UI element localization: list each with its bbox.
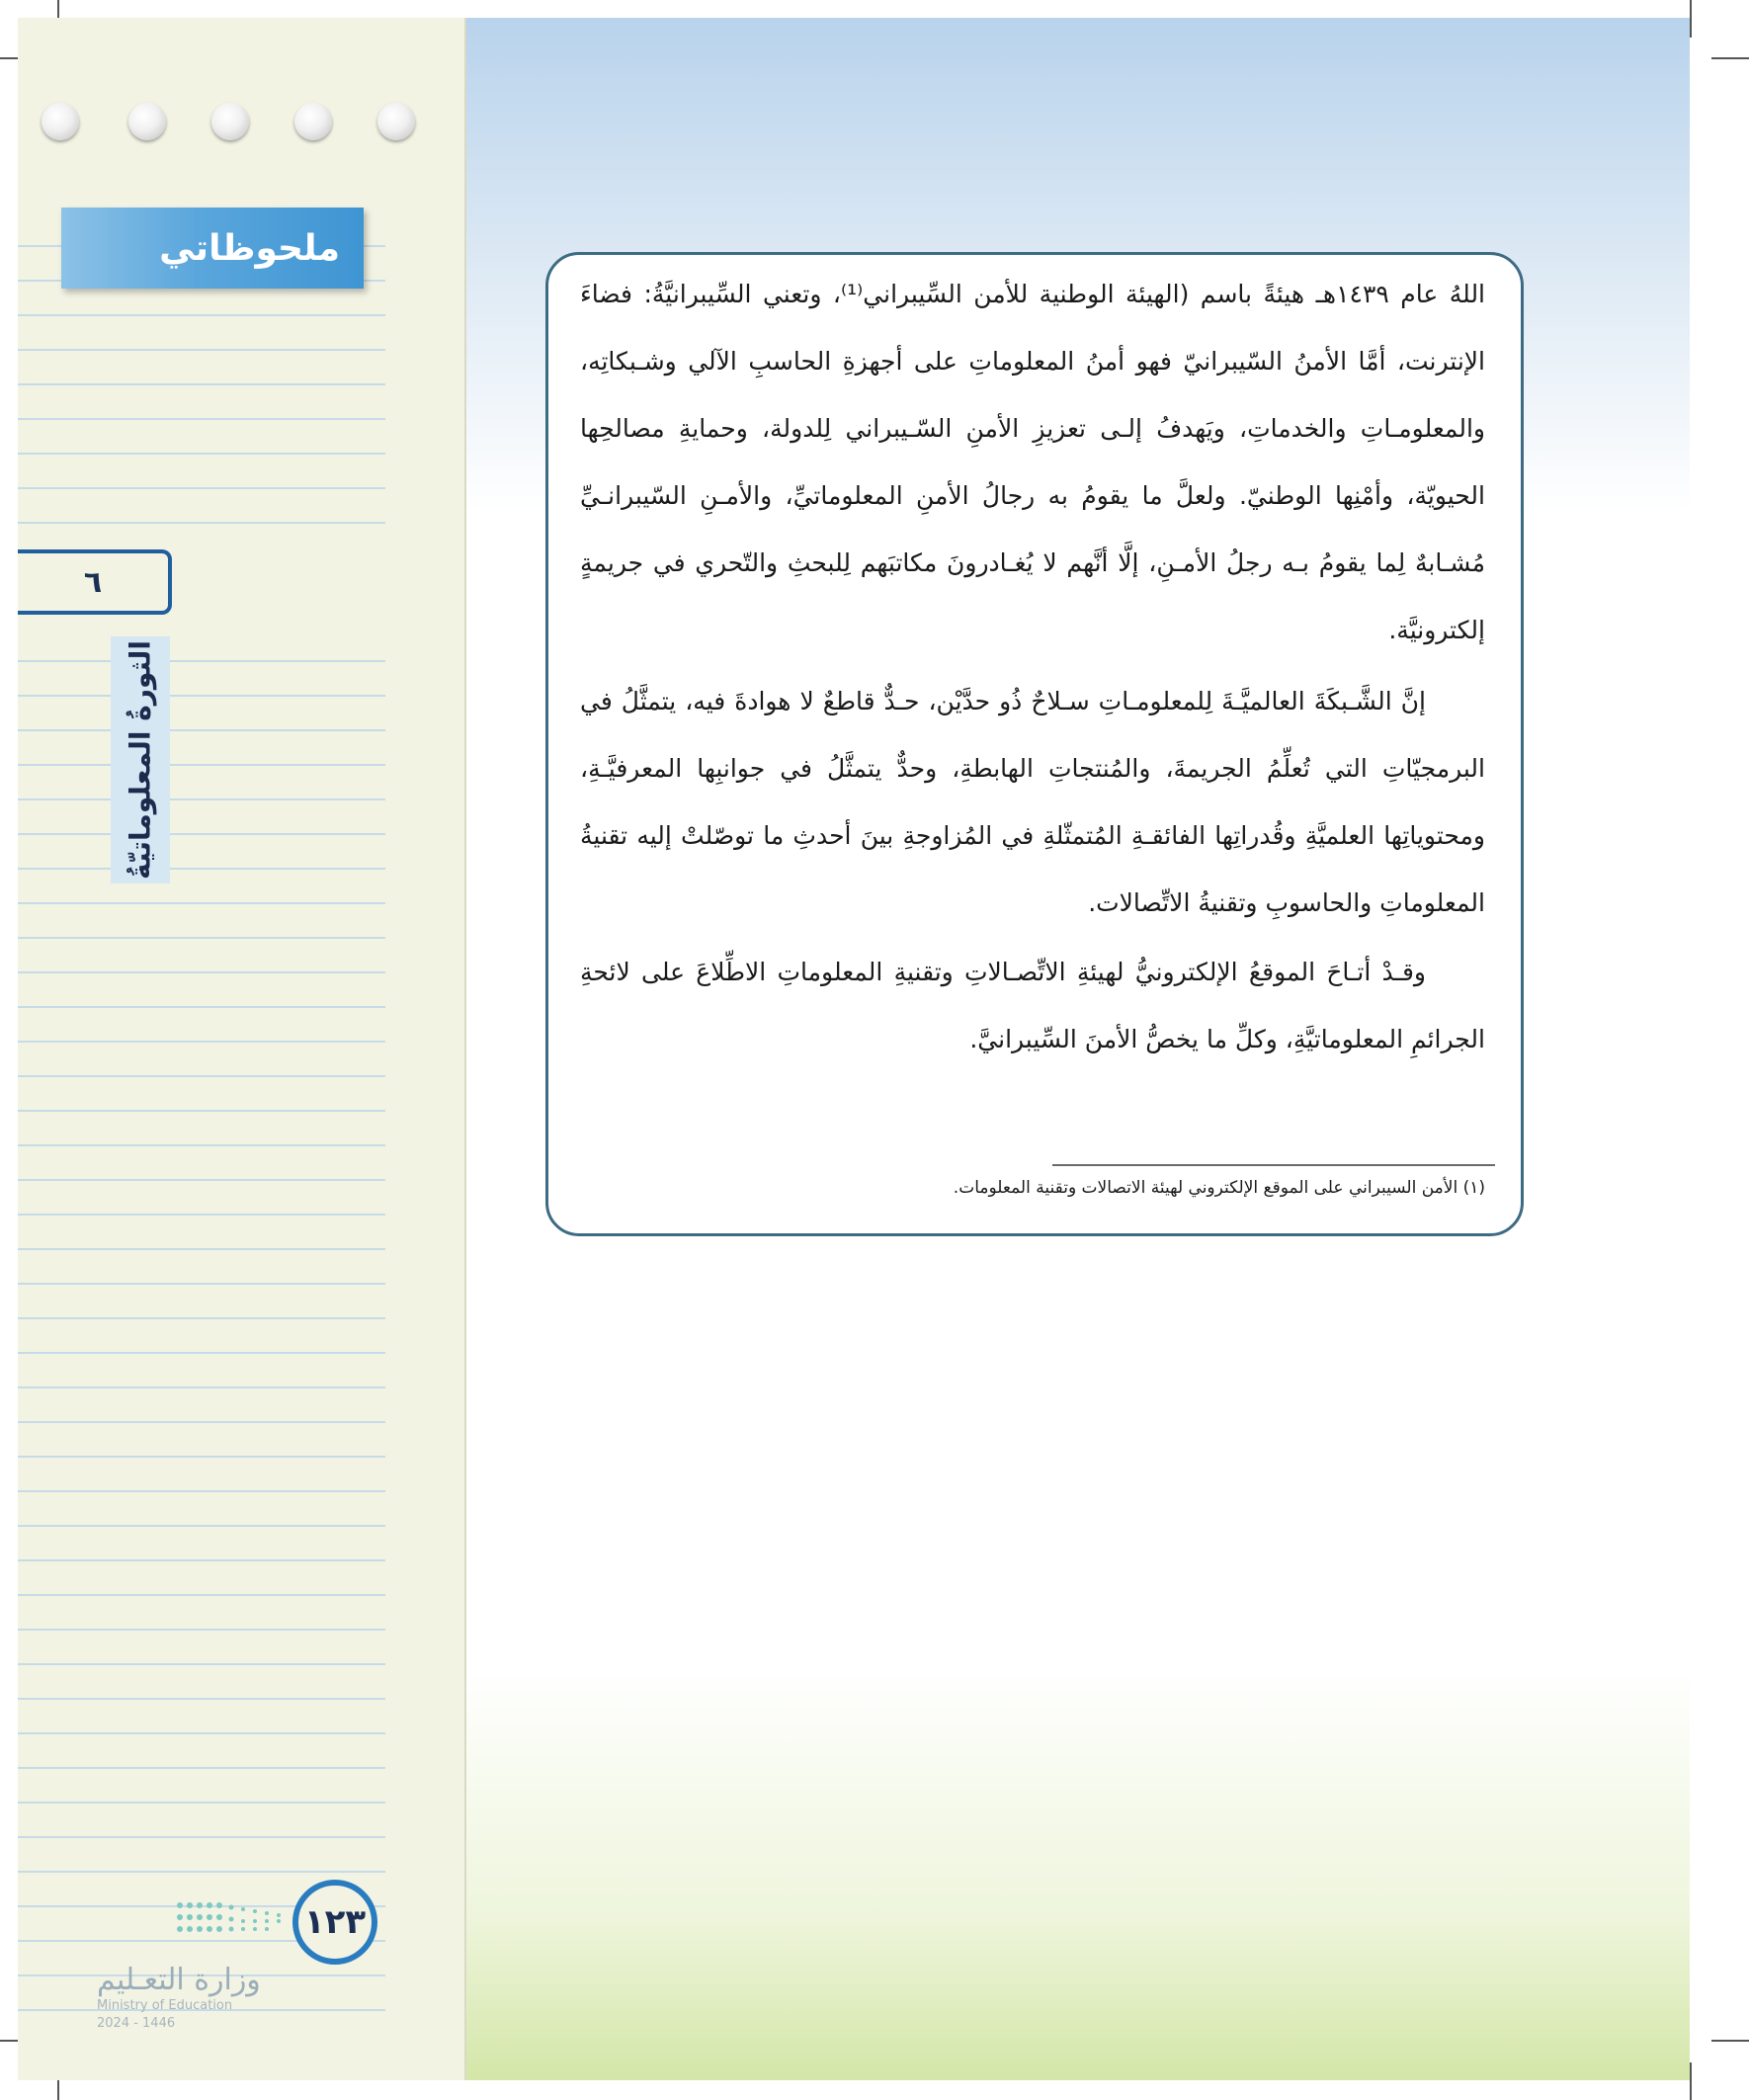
binder-ring-icon bbox=[128, 103, 166, 140]
ruled-line bbox=[18, 1559, 385, 1561]
ruled-line bbox=[18, 1006, 385, 1008]
ruled-line bbox=[18, 833, 385, 835]
ruled-line bbox=[18, 1767, 385, 1769]
ruled-line bbox=[18, 1421, 385, 1423]
ministry-year: 2024 - 1446 bbox=[97, 2016, 176, 2031]
ruled-line bbox=[18, 1214, 385, 1216]
ruled-line bbox=[18, 1179, 385, 1181]
footnote-divider bbox=[1052, 1164, 1495, 1166]
unit-number-box bbox=[18, 549, 172, 615]
ruled-line bbox=[18, 937, 385, 939]
ruled-line bbox=[18, 764, 385, 766]
ruled-line bbox=[18, 729, 385, 731]
ruled-line bbox=[18, 1594, 385, 1596]
ruled-line bbox=[18, 522, 385, 524]
ruled-line bbox=[18, 1836, 385, 1838]
binder-ring-icon bbox=[211, 103, 249, 140]
paragraph-2: إنَّ الشَّـبكَةَ العالميَّـةَ لِلمعلومـاتِ سـلاحٌ ذُو حدَّيْن، حـدٌّ قاطعٌ لا هوادةَ فيه، يتمثَّلُ في البرمجيّاتِ التي تُعلِّمُ الجريمةَ، والمُنتجاتِ الهابطةِ، وحدٌّ يتمثَّلُ في جوانبِها المعرفيَّـةِ، ومحتوياتِها العلميَّةِ وقُدراتِها الفائقـةِ المُتمثّلةِ في المُزاوجةِ بينَ أحدثِ ما توصّلتْ إليه تقنيةُ المعلوماتِ والحاسوبِ وتقنيةُ الاتِّصالات. bbox=[580, 687, 1485, 917]
unit-number: ٦ bbox=[83, 564, 103, 600]
ruled-line bbox=[18, 349, 385, 351]
ruled-line bbox=[18, 383, 385, 385]
ruled-line bbox=[18, 1110, 385, 1112]
notes-title: ملحوظاتي bbox=[159, 227, 340, 269]
ministry-name-english: Ministry of Education bbox=[97, 1998, 233, 2013]
text-box bbox=[545, 252, 1524, 1236]
footnote: (١) الأمن السيبراني على الموقع الإلكتروني لهيئة الاتصالات وتقنية المعلومات. bbox=[953, 1178, 1485, 1198]
binder-ring-icon bbox=[42, 103, 79, 140]
ruled-line bbox=[18, 1629, 385, 1631]
ruled-line bbox=[18, 971, 385, 973]
ruled-line bbox=[18, 487, 385, 489]
notes-panel bbox=[18, 18, 466, 2080]
ruled-line bbox=[18, 1041, 385, 1043]
page-number-badge bbox=[292, 1880, 377, 1965]
ruled-line bbox=[18, 1352, 385, 1354]
binder-ring-icon bbox=[377, 103, 415, 140]
crop-mark bbox=[1711, 57, 1749, 59]
ministry-logo-icon bbox=[174, 1895, 292, 1945]
ruled-line bbox=[18, 1663, 385, 1665]
crop-mark bbox=[1711, 2040, 1749, 2042]
ruled-line bbox=[18, 418, 385, 420]
ruled-line bbox=[18, 1144, 385, 1146]
ministry-name-arabic: وزارة التعـليم bbox=[97, 1963, 261, 1997]
ruled-line bbox=[18, 660, 385, 662]
ruled-line bbox=[18, 1283, 385, 1285]
ruled-line bbox=[18, 1732, 385, 1734]
ruled-line bbox=[18, 695, 385, 697]
ruled-line bbox=[18, 1456, 385, 1458]
ruled-line bbox=[18, 1490, 385, 1492]
ruled-line bbox=[18, 1698, 385, 1700]
crop-mark bbox=[1690, 2062, 1692, 2100]
ruled-line bbox=[18, 1317, 385, 1319]
ruled-line bbox=[18, 798, 385, 800]
ruled-line bbox=[18, 868, 385, 870]
ruled-line bbox=[18, 902, 385, 904]
crop-mark bbox=[1690, 0, 1692, 38]
ruled-line bbox=[18, 1386, 385, 1388]
ruled-line bbox=[18, 1802, 385, 1804]
binder-ring-icon bbox=[294, 103, 332, 140]
paragraph-3: وقـدْ أتـاحَ الموقعُ الإلكترونيُّ لهيئةِ الاتِّصـالاتِ وتقنيةِ المعلوماتِ الاطِّلاعَ على لائحةِ الجرائمِ المعلوماتيَّةِ، وكلِّ ما يخصُّ الأمنَ السِّيبرانيَّ. bbox=[580, 958, 1485, 1053]
ruled-line bbox=[18, 1248, 385, 1250]
unit-title: الثورةُ المعلوماتيّةُ bbox=[124, 640, 157, 880]
paragraph-1: اللهُ عام ١٤٣٩هـ هيئةً باسم (الهيئة الوطنية للأمن السِّيبراني⁽¹⁾، وتعني السِّيبرانيَّةُ: فضاءَ الإنترنت، أمَّا الأمنُ السّيبرانيّ فهو أمنُ المعلوماتِ على أجهزةِ الحاسبِ الآلي وشـبكاتِه، والمعلومـاتِ والخدماتِ، ويَهدفُ إلـى تعزيزِ الأمنِ السّـيبراني لِلدولة، وحمايةِ مصالحِها الحيويّة، وأمْنِها الوطنيّ. ولعلَّ ما يقومُ به رجالُ الأمنِ المعلوماتيِّ، والأمـنِ السّيبرانـيِّ مُشـابهٌ لِما يقومُ بـه رجلُ الأمـنِ، إلَّا أنَّهم لا يُغـادرونَ مكاتبَهم لِلبحثِ والتّحري في جريمةٍ إلكترونيَّة. bbox=[580, 280, 1486, 644]
ruled-line bbox=[18, 1525, 385, 1527]
ruled-line bbox=[18, 1075, 385, 1077]
ruled-line bbox=[18, 314, 385, 316]
ruled-line bbox=[18, 1871, 385, 1873]
ruled-line bbox=[18, 453, 385, 455]
notes-tab bbox=[61, 208, 364, 289]
page-number: ١٢٣ bbox=[303, 1902, 367, 1942]
